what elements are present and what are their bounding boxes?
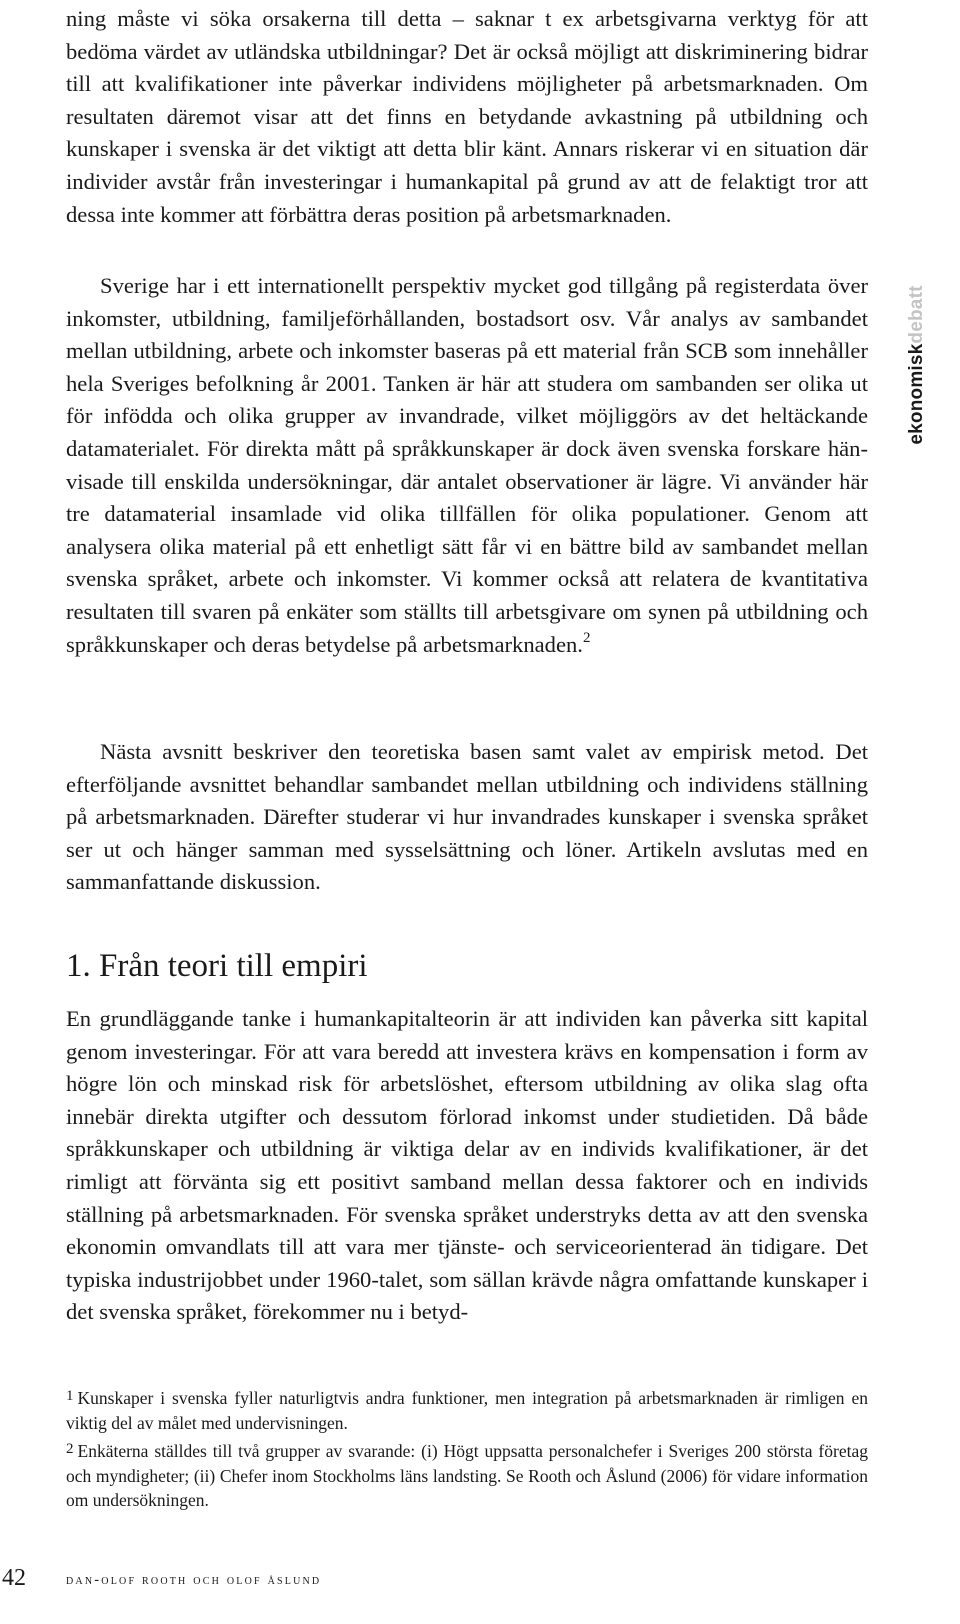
footnote-1 <box>66 1384 868 1435</box>
journal-name <box>906 285 928 444</box>
section-heading: 1. Från teori till empiri <box>66 948 368 984</box>
footnote-1-number: 1 <box>66 1388 74 1404</box>
body-paragraph-3: Nästa avsnitt beskriver den teoretiska basen samt valet av empirisk metod. Det efterföljande avsnittet behandlar sambandet mellan utbildning och individens ställning på arbetsmarknaden. Därefter studerar vi hur invandrades kunskaper i svenska språket ser ut och hänger samman med sysselsättning och löner. Artikeln avslutas med en sammanfattande diskussion. <box>66 739 868 895</box>
body-paragraph-2-text: Sverige har i ett internationellt perspektiv mycket god tillgång på registerdata över inkomster, utbildning, familjeförhållanden, bostadsort osv. Vår analys av sambandet mellan utbildning, arbete och inkomster baseras på ett material från SCB som innehåller hela Sveriges befolkning år 2001. Tanken är här att studera om sambanden ser olika ut för infödda och olika grupper av invandrade, vilket möjliggörs av det heltäckande datamaterialet. För direkta mått på språkkunskaper är dock även svenska forskare hänvisade till enskilda undersökningar, där antalet observationer är lägre. Vi använder här tre datamaterial insamlade vid olika tillfällen för olika populationer. Genom att analysera olika material på ett enhetligt sätt får vi en bättre bild av sambandet mellan svenska språket, arbete och inkomster. Vi kommer också att relatera de kvantitativa resultaten till svaren på enkäter som ställts till arbetsgivare om synen på utbildning och språkkunskaper och deras betydelse på arbetsmarknaden. <box>66 273 868 657</box>
footnote-2-number: 2 <box>66 1441 74 1457</box>
body-paragraph-2 <box>66 270 868 661</box>
footnotes <box>66 1384 868 1515</box>
footnote-reference-2[interactable]: 2 <box>582 629 591 646</box>
journal-name-part-2: debatt <box>906 285 927 344</box>
footnote-2-text: Enkäterna ställdes till två grupper av svarande: (i) Högt uppsatta personalchefer i Sveriges 200 största företag och myndigheter; (ii) Chefer inom Stockholms läns landsting. Se Rooth och Åslund (2006) för vidare information om undersökningen. <box>66 1441 868 1510</box>
footnote-1-text: Kunskaper i svenska fyller naturligtvis andra funktioner, men integration på arbetsmarknaden är rimligen en viktig del av målet med undervisningen. <box>66 1388 868 1433</box>
body-paragraph-1: ning måste vi söka orsakerna till detta – saknar t ex arbetsgivarna verktyg för att bedöma värdet av utländska utbildningar? Det är också möjligt att diskriminering bidrar till att kvalifikationer inte påverkar individens möjligheter på arbetsmarknaden. Om resultaten däremot visar att det finns en betydande avkastning på utbildning och kunskaper i svenska är det viktigt att detta blir känt. Annars riskerar vi en situation där individer avstår från investeringar i humankapital på grund av att de felaktigt tror att dessa inte kommer att förbättra deras position på arbetsmarknaden. <box>66 6 868 227</box>
footnote-2 <box>66 1437 868 1513</box>
page-number: 42 <box>2 1565 26 1591</box>
running-footer-authors: dan-olof rooth och olof åslund <box>66 1572 322 1588</box>
journal-sidebar-label <box>904 278 930 452</box>
body-paragraph-4: En grundläggande tanke i humankapitalteorin är att individen kan påverka sitt kapital genom investeringar. För att vara beredd att investera krävs en kompensation i form av högre lön och minskad risk för arbetslöshet, eftersom utbildning av olika slag ofta innebär direkta utgifter och dessutom förlorad inkomst under studietiden. Då både språkkunskaper och utbildning är viktiga delar av en individs kvalifikationer, är det rimligt att förvänta sig ett positivt samband mellan dessa faktorer och en individs ställning på arbetsmarknaden. För svenska språket understryks detta av att den svenska ekonomin omvandlats till att vara mer tjänste- och serviceorienterad än tidigare. Det typiska industrijobbet under 1960-talet, som sällan krävde några omfattande kunskaper i det svenska språket, förekommer nu i betyd- <box>66 1006 868 1325</box>
journal-name-part-1: ekonomisk <box>906 343 927 445</box>
